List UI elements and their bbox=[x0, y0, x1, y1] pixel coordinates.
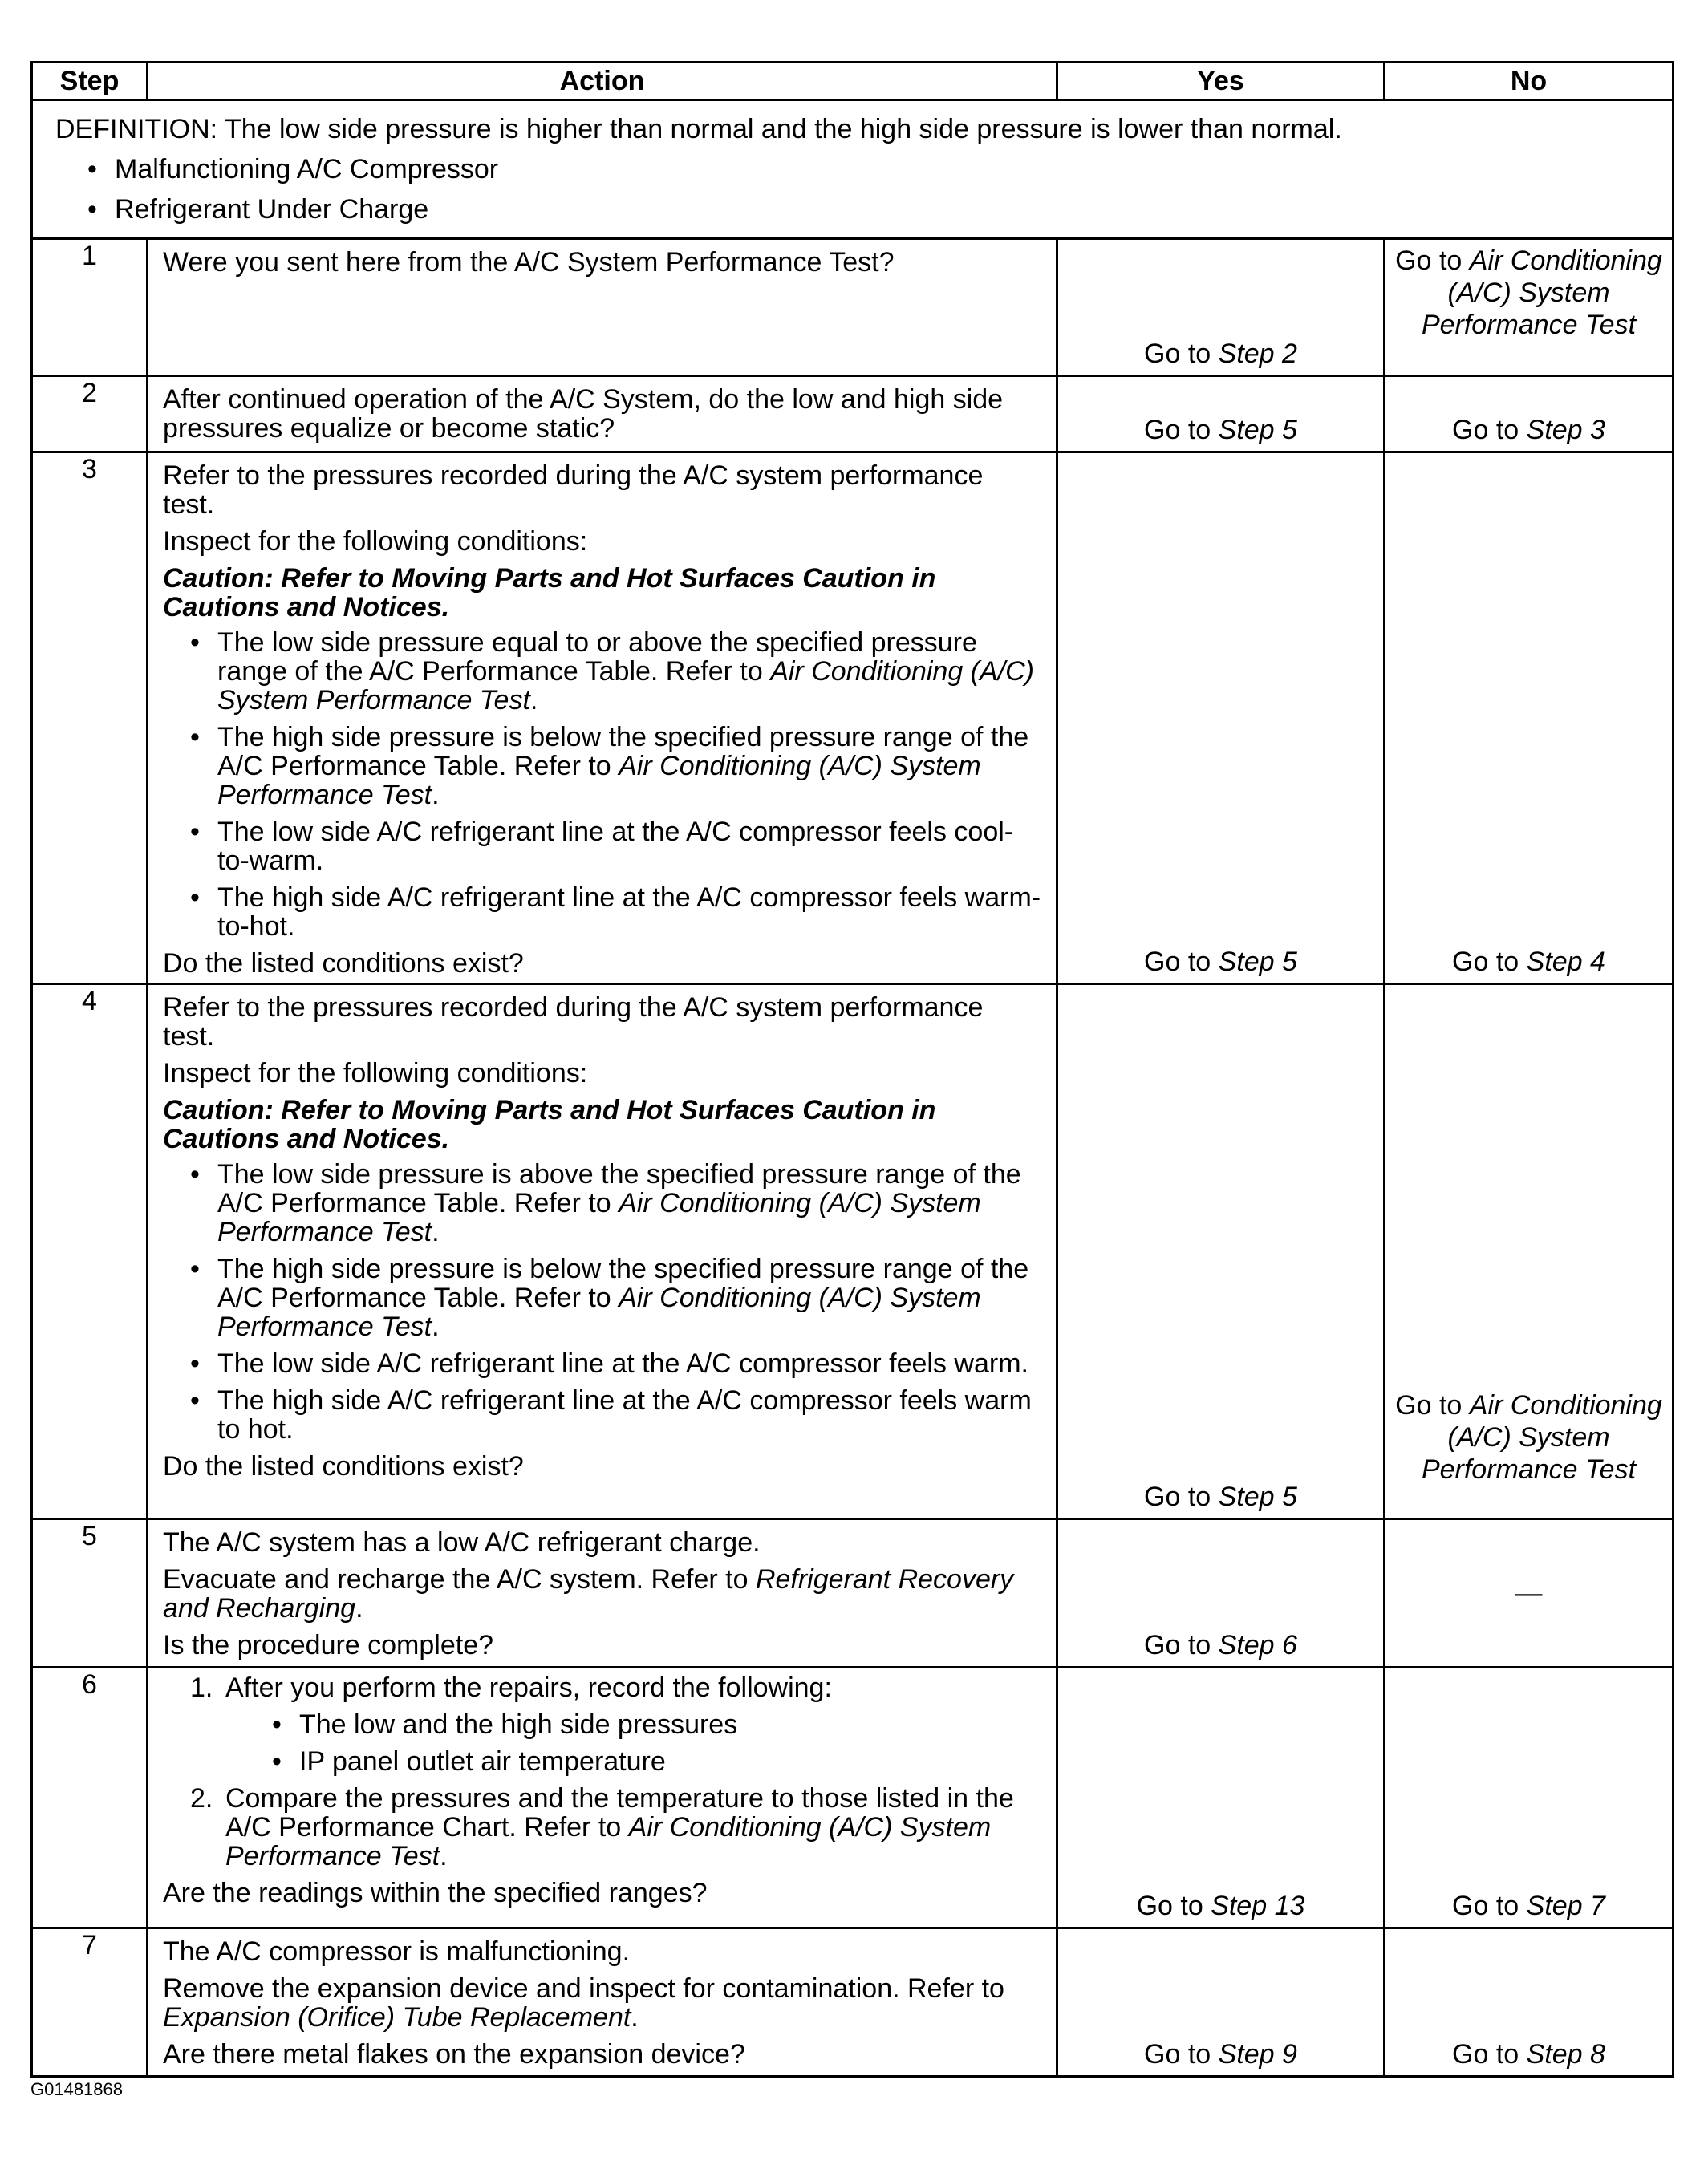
condition-end: . bbox=[432, 780, 440, 810]
no-cell bbox=[1385, 452, 1674, 984]
yes-prefix: Go to bbox=[1144, 2039, 1219, 2070]
no-prefix: Go to bbox=[1395, 1390, 1470, 1421]
header-step: Step bbox=[32, 63, 148, 100]
no-ref: Step 7 bbox=[1526, 1891, 1605, 1921]
step-question: Are the readings within the specified ranges? bbox=[163, 1878, 708, 1908]
step-instruction bbox=[163, 1974, 1041, 2032]
yes-ref: Step 5 bbox=[1218, 947, 1297, 977]
condition-text: The low side A/C refrigerant line at the A/C compressor feels cool-to-warm. bbox=[217, 817, 1014, 876]
condition-text: The high side pressure is below the specified pressure range of the A/C Performance Table. Refer to bbox=[217, 722, 1029, 781]
condition-item bbox=[190, 723, 1041, 809]
record-item: • IP panel outlet air temperature bbox=[272, 1747, 1041, 1776]
caution-text: Caution: Refer to Moving Parts and Hot Surfaces Caution in Cautions and Notices. bbox=[163, 1095, 936, 1154]
procedure-text: Compare the pressures and the temperature to those listed in the A/C Performance Chart. Refer to bbox=[225, 1783, 1014, 1843]
no-prefix: Go to bbox=[1395, 245, 1470, 276]
condition-ref: Air Conditioning (A/C) System Performance Test bbox=[217, 1188, 981, 1247]
condition-end: . bbox=[432, 1217, 440, 1247]
step-number: 1 bbox=[32, 239, 148, 376]
instruction-ref: Refrigerant Recovery and Recharging bbox=[163, 1564, 1014, 1624]
definition-row bbox=[32, 100, 1674, 239]
no-link[interactable] bbox=[1385, 2038, 1672, 2070]
step-statement: The A/C compressor is malfunctioning. bbox=[163, 1936, 631, 1967]
condition-item bbox=[190, 1386, 1041, 1444]
yes-cell bbox=[1057, 1519, 1385, 1668]
yes-ref: Step 9 bbox=[1218, 2039, 1297, 2070]
definition-causes bbox=[55, 149, 1657, 229]
yes-ref: Step 6 bbox=[1218, 1630, 1297, 1660]
yes-prefix: Go to bbox=[1144, 947, 1219, 977]
definition-text: DEFINITION: The low side pressure is higher than normal and the high side pressure is lower than normal. bbox=[55, 114, 1342, 144]
header-yes: Yes bbox=[1057, 63, 1385, 100]
step-number: 2 bbox=[32, 376, 148, 452]
yes-cell bbox=[1057, 984, 1385, 1519]
condition-item bbox=[190, 817, 1041, 875]
step-inspect: Inspect for the following conditions: bbox=[163, 1058, 588, 1089]
definition-cell bbox=[32, 100, 1674, 239]
step-row-1 bbox=[32, 239, 1674, 376]
yes-link[interactable] bbox=[1058, 946, 1383, 978]
step-number: 5 bbox=[32, 1519, 148, 1668]
yes-link[interactable] bbox=[1058, 414, 1383, 446]
condition-text: The high side pressure is below the specified pressure range of the A/C Performance Table. Refer to bbox=[217, 1254, 1029, 1313]
step-number: 6 bbox=[32, 1668, 148, 1928]
step-row-3 bbox=[32, 452, 1674, 984]
header-action: Action bbox=[148, 63, 1057, 100]
no-cell bbox=[1385, 239, 1674, 376]
procedure-item bbox=[190, 1784, 1041, 1871]
no-cell bbox=[1385, 1928, 1674, 2077]
instruction-end: . bbox=[355, 1593, 363, 1624]
step-row-7 bbox=[32, 1928, 1674, 2077]
diagnostic-table-container bbox=[30, 61, 1672, 2078]
yes-cell bbox=[1057, 452, 1385, 984]
yes-ref: Step 5 bbox=[1218, 415, 1297, 445]
record-list bbox=[225, 1710, 1041, 1776]
step-number: 3 bbox=[32, 452, 148, 984]
step-intro: Refer to the pressures recorded during the A/C system performance test. bbox=[163, 992, 984, 1052]
diagnostic-table bbox=[30, 61, 1674, 2078]
action-cell bbox=[148, 984, 1057, 1519]
step-question: Are there metal flakes on the expansion device? bbox=[163, 2039, 745, 2070]
step-question: After continued operation of the A/C System, do the low and high side pressures equalize or become static? bbox=[163, 384, 1004, 444]
yes-link[interactable] bbox=[1058, 1629, 1383, 1661]
condition-text: The high side A/C refrigerant line at the A/C compressor feels warm-to-hot. bbox=[217, 882, 1041, 942]
no-dash: — bbox=[1515, 1578, 1543, 1608]
yes-link[interactable] bbox=[1058, 338, 1383, 370]
step-row-6 bbox=[32, 1668, 1674, 1928]
no-cell bbox=[1385, 1519, 1674, 1668]
procedure-number: 2. bbox=[190, 1783, 213, 1814]
step-row-5 bbox=[32, 1519, 1674, 1668]
yes-prefix: Go to bbox=[1144, 415, 1219, 445]
yes-prefix: Go to bbox=[1144, 1482, 1219, 1512]
condition-list bbox=[163, 628, 1041, 941]
procedure-text: After you perform the repairs, record the following: bbox=[225, 1672, 832, 1703]
instruction-end: . bbox=[631, 2002, 639, 2033]
step-number: 4 bbox=[32, 984, 148, 1519]
step-row-2 bbox=[32, 376, 1674, 452]
yes-prefix: Go to bbox=[1136, 1891, 1211, 1921]
yes-ref: Step 13 bbox=[1211, 1891, 1305, 1921]
no-prefix: Go to bbox=[1452, 947, 1527, 977]
no-ref: Air Conditioning (A/C) System Performance Test bbox=[1421, 245, 1662, 340]
condition-text: The low side pressure equal to or above the specified pressure range of the A/C Performance Table. Refer to bbox=[217, 627, 977, 687]
step-question: Is the procedure complete? bbox=[163, 1630, 494, 1660]
no-link[interactable] bbox=[1385, 1890, 1672, 1922]
step-question: Do the listed conditions exist? bbox=[163, 948, 524, 979]
no-link[interactable] bbox=[1389, 245, 1669, 341]
no-cell bbox=[1385, 984, 1674, 1519]
yes-link[interactable] bbox=[1058, 2038, 1383, 2070]
record-item: • The low and the high side pressures bbox=[272, 1710, 1041, 1739]
instruction-text: Remove the expansion device and inspect for contamination. Refer to bbox=[163, 1973, 1004, 2004]
action-cell bbox=[148, 452, 1057, 984]
instruction-text: Evacuate and recharge the A/C system. Refer to bbox=[163, 1564, 756, 1595]
condition-ref: Air Conditioning (A/C) System Performance Test bbox=[217, 656, 1034, 716]
condition-item bbox=[190, 1255, 1041, 1341]
step-number: 7 bbox=[32, 1928, 148, 2077]
yes-cell bbox=[1057, 239, 1385, 376]
step-statement: The A/C system has a low A/C refrigerant charge. bbox=[163, 1527, 761, 1558]
action-cell bbox=[148, 376, 1057, 452]
yes-prefix: Go to bbox=[1144, 339, 1219, 369]
no-ref: Step 4 bbox=[1526, 947, 1605, 977]
condition-text: The low side A/C refrigerant line at the A/C compressor feels warm. bbox=[217, 1348, 1028, 1379]
step-intro: Refer to the pressures recorded during the A/C system performance test. bbox=[163, 460, 984, 520]
yes-cell bbox=[1057, 376, 1385, 452]
no-cell bbox=[1385, 376, 1674, 452]
cause-item: • Malfunctioning A/C Compressor bbox=[87, 149, 1657, 189]
procedure-list bbox=[163, 1673, 1041, 1871]
no-link[interactable] bbox=[1385, 414, 1672, 446]
condition-end: . bbox=[529, 685, 538, 716]
condition-ref: Air Conditioning (A/C) System Performance Test bbox=[217, 1283, 981, 1342]
procedure-number: 1. bbox=[190, 1672, 213, 1703]
no-link[interactable] bbox=[1385, 1389, 1672, 1486]
yes-link[interactable] bbox=[1058, 1481, 1383, 1513]
action-cell bbox=[148, 239, 1057, 376]
procedure-item bbox=[190, 1673, 1041, 1776]
yes-cell bbox=[1057, 1928, 1385, 2077]
yes-ref: Step 5 bbox=[1218, 1482, 1297, 1512]
header-row bbox=[32, 63, 1674, 100]
action-cell bbox=[148, 1928, 1057, 2077]
condition-end: . bbox=[432, 1312, 440, 1342]
condition-ref: Air Conditioning (A/C) System Performance Test bbox=[217, 751, 981, 810]
instruction-ref: Expansion (Orifice) Tube Replacement bbox=[163, 2002, 631, 2033]
no-prefix: Go to bbox=[1452, 2039, 1527, 2070]
action-cell bbox=[148, 1668, 1057, 1928]
condition-item bbox=[190, 883, 1041, 941]
yes-ref: Step 2 bbox=[1218, 339, 1297, 369]
yes-link[interactable] bbox=[1058, 1890, 1383, 1922]
no-ref: Air Conditioning (A/C) System Performance Test bbox=[1421, 1390, 1662, 1485]
no-prefix: Go to bbox=[1452, 415, 1527, 445]
condition-item bbox=[190, 1160, 1041, 1247]
procedure-end: . bbox=[440, 1841, 448, 1871]
condition-list bbox=[163, 1160, 1041, 1444]
figure-id: G01481868 bbox=[30, 2079, 123, 2099]
condition-text: The low side pressure is above the specified pressure range of the A/C Performance Table. Refer to bbox=[217, 1159, 1021, 1218]
no-ref: Step 3 bbox=[1526, 415, 1605, 445]
step-row-4 bbox=[32, 984, 1674, 1519]
yes-prefix: Go to bbox=[1144, 1630, 1219, 1660]
step-inspect: Inspect for the following conditions: bbox=[163, 526, 588, 557]
condition-text: The high side A/C refrigerant line at the A/C compressor feels warm to hot. bbox=[217, 1385, 1032, 1445]
step-question: Were you sent here from the A/C System Performance Test? bbox=[163, 247, 895, 278]
procedure-ref: Air Conditioning (A/C) System Performance Test bbox=[225, 1812, 992, 1871]
caution-text: Caution: Refer to Moving Parts and Hot Surfaces Caution in Cautions and Notices. bbox=[163, 563, 936, 622]
no-cell bbox=[1385, 1668, 1674, 1928]
condition-item bbox=[190, 1349, 1041, 1378]
cause-item: • Refrigerant Under Charge bbox=[87, 189, 1657, 229]
no-link[interactable] bbox=[1385, 946, 1672, 978]
header-no: No bbox=[1385, 63, 1674, 100]
action-cell bbox=[148, 1519, 1057, 1668]
step-instruction bbox=[163, 1565, 1041, 1623]
condition-item bbox=[190, 628, 1041, 715]
yes-cell bbox=[1057, 1668, 1385, 1928]
no-prefix: Go to bbox=[1452, 1891, 1527, 1921]
no-ref: Step 8 bbox=[1526, 2039, 1605, 2070]
step-question: Do the listed conditions exist? bbox=[163, 1451, 524, 1482]
